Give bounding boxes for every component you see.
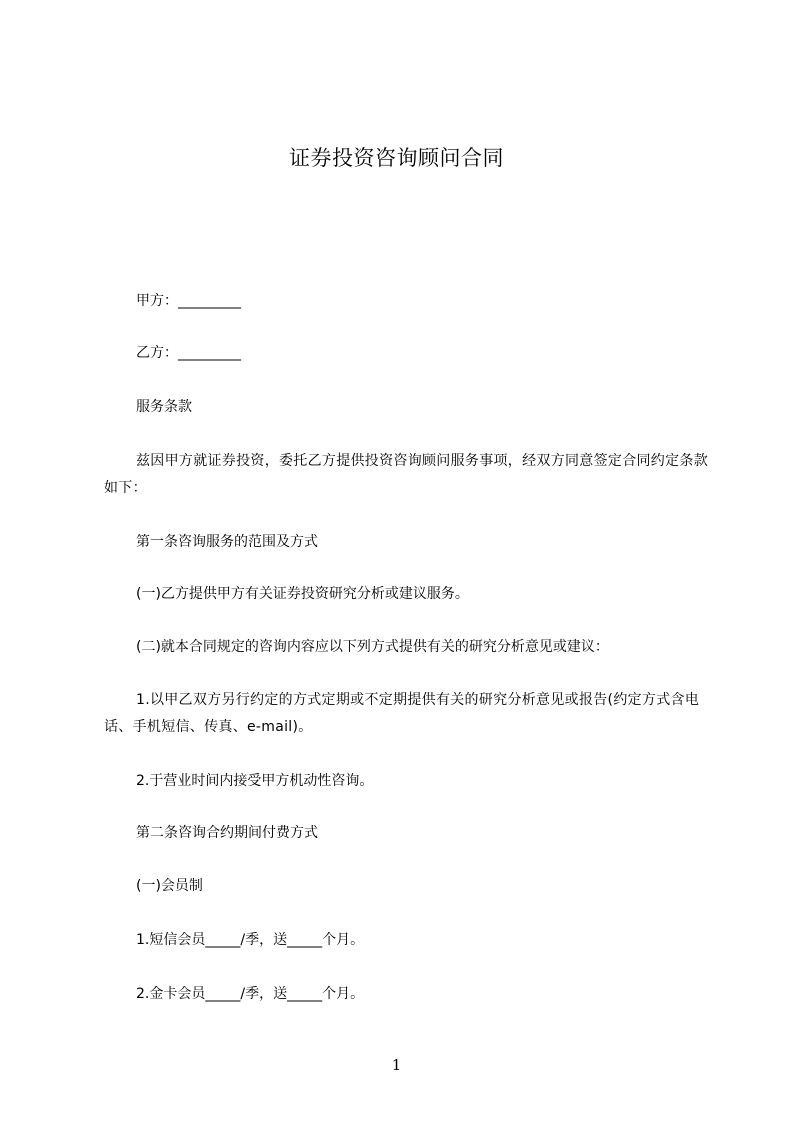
article1-item2-point1: 1.以甲乙双方另行约定的方式定期或不定期提供有关的研究分析意见或报告(约定方式含电话、手机短信、传真、e-mail)。 — [104, 692, 700, 735]
preamble-paragraph: 兹因甲方就证券投资，委托乙方提供投资咨询顾问服务事项，经双方同意签定合同约定条款如下： — [104, 453, 708, 496]
article2-heading: 第二条咨询合约期间付费方式 — [136, 825, 318, 841]
article1-item1: (一)乙方提供甲方有关证券投资研究分析或建议服务。 — [136, 586, 469, 602]
article1-item2-point2: 2.于营业时间内接受甲方机动性咨询。 — [136, 773, 374, 789]
article1-heading: 第一条咨询服务的范围及方式 — [136, 534, 318, 550]
document-title: 证券投资咨询顾问合同 — [289, 146, 504, 170]
article2-item1-point2: 2.金卡会员_____/季，送_____个月。 — [136, 986, 365, 1002]
article2-item1: (一)会员制 — [136, 878, 203, 894]
page-number: 1 — [391, 1056, 402, 1074]
article2-item1-point1: 1.短信会员_____/季，送_____个月。 — [136, 932, 365, 948]
article1-item2: (二)就本合同规定的咨询内容应以下列方式提供有关的研究分析意见或建议： — [136, 639, 609, 655]
service-terms-heading: 服务条款 — [136, 399, 192, 415]
party-a-line: 甲方：_________ — [136, 293, 241, 309]
party-b-line: 乙方：_________ — [136, 345, 241, 361]
